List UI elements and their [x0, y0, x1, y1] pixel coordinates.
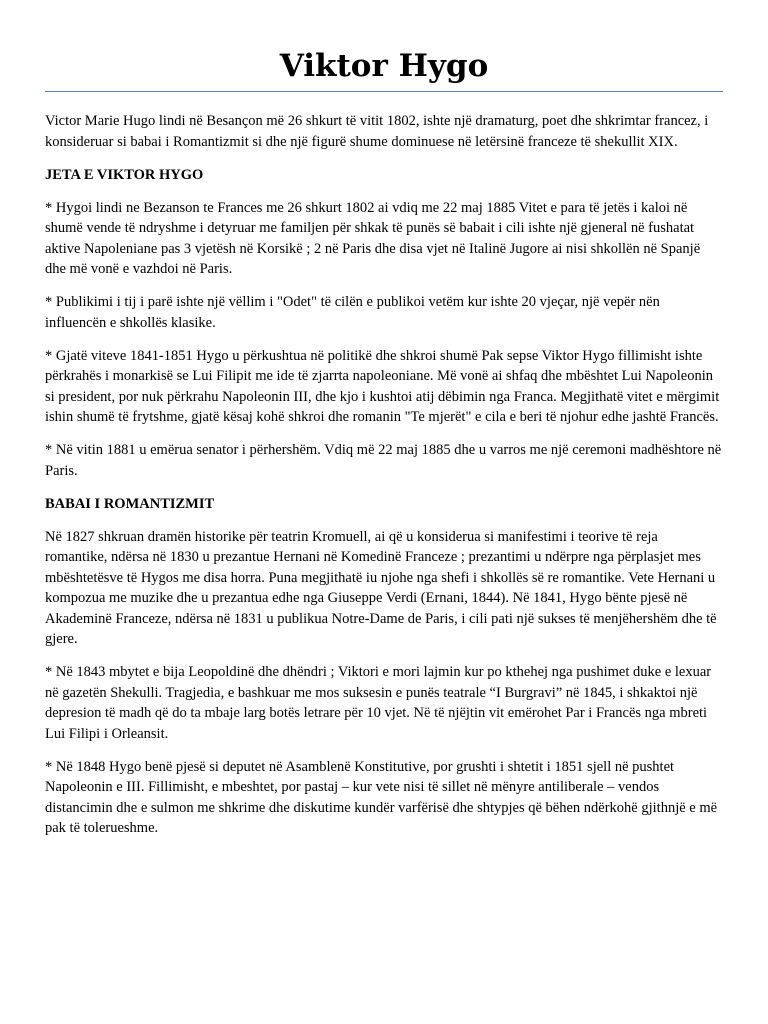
- section-heading-babai: BABAI I ROMANTIZMIT: [45, 495, 215, 512]
- paragraph: * Hygoi lindi ne Bezanson te Frances me 26 shkurt 1802 ai vdiq me 22 maj 1885 Vitet e para të jetës i kaloi në shumë vende të ndryshme i detyruar me familjen për shkak të punës së babait i cili ishte një gjeneral në fushatat aktive Napoleniane pas 3 vjetësh në Korsikë ; 2 në Paris dhe disa vjet në Italinë Jugore ai nisi shkollën në Spanjë dhe më vonë e vazhdoi në Paris.: [45, 199, 701, 277]
- document-body: [45, 111, 723, 839]
- paragraph: * Në 1843 mbytet e bija Leopoldinë dhe dhëndri ; Viktori e mori lajmin kur po kthehej nga pushimet duke e lexuar në gazetën Shekulli. Tragjedia, e bashkuar me mos suksesin e punës teatrale “I Burgravi” në 1845, i shkaktoi një depresion të madh që do ta mbaje larg botës letrare për 10 vjet. Në të njëjtin vit emërohet Par i Francës nga mbreti Lui Filipi i Orleansit.: [45, 664, 712, 742]
- paragraph: * Në vitin 1881 u emërua senator i përhershëm. Vdiq më 22 maj 1885 dhe u varros me një ceremoni madhështore në Paris.: [45, 442, 722, 479]
- paragraph: Në 1827 shkruan dramën historike për teatrin Kromuell, ai që u konsiderua si manifestimi i teorive të reja romantike, ndërsa në 1830 u prezantue Hernani në Komedinë Franceze ; prezantimi u ndërpre nga përplasjet mes mbështetësve të Hygos me disa horra. Puna megjithatë iu njohe nga shefi i shkollës së re romantike. Vete Hernani u kompozua me muzike dhe u prezantua edhe nga Giuseppe Verdi (Ernani, 1844). Në 1841, Hygo bënte pjesë në Akademinë Franceze, ndërsa në 1831 u publikua Notre-Dame de Paris, i cili pati një sukses të menjëhershëm dhe të gjere.: [45, 528, 717, 647]
- paragraph: * Gjatë viteve 1841-1851 Hygo u përkushtua në politikë dhe shkroi shumë Pak sepse Viktor Hygo fillimisht ishte përkrahës i monarkisë se Lui Filipit me ide të zjarrta napoleoniane. Më vonë ai shfaq dhe mbështet Lui Napoleonin si president, por nuk përkrahu Napoleonin III, dhe kjo i kushtoi atij dëbimin nga Franca. Megjithatë vitet e mërgimit ishin shumë të frytshme, gjatë kësaj kohë shkroi dhe romanin "Te mjerët" e cila e beri të njohur edhe jashtë Francës.: [45, 347, 720, 425]
- intro-paragraph: Victor Marie Hugo lindi në Besançon më 26 shkurt të vitit 1802, ishte një dramaturg, poet dhe shkrimtar francez, i konsideruar si babai i Romantizmit si dhe një figurë shume dominuese në letërsinë franceze të shekullit XIX.: [45, 113, 709, 150]
- title-divider: [45, 91, 723, 92]
- section-heading-jeta: JETA E VIKTOR HYGO: [45, 166, 204, 183]
- paragraph: * Në 1848 Hygo benë pjesë si deputet në Asamblenë Konstitutive, por grushti i shtetit i 1851 sjell në pushtet Napoleonin e III. Fillimisht, e mbeshtet, por pastaj – kur vete nisi të sillet në mënyre antiliberale – vendos distancimin dhe e sulmon me shkrime dhe diskutime kundër varfërisë dhe shtypjes që bëhen ndërkohë gjithnjë e më pak të tolerueshme.: [45, 758, 718, 836]
- paragraph: * Publikimi i tij i parë ishte një vëllim i "Odet" të cilën e publikoi vetëm kur ishte 20 vjeçar, një vepër nën influencën e shkollës klasike.: [45, 294, 660, 331]
- page-title: Viktor Hygo: [279, 48, 489, 84]
